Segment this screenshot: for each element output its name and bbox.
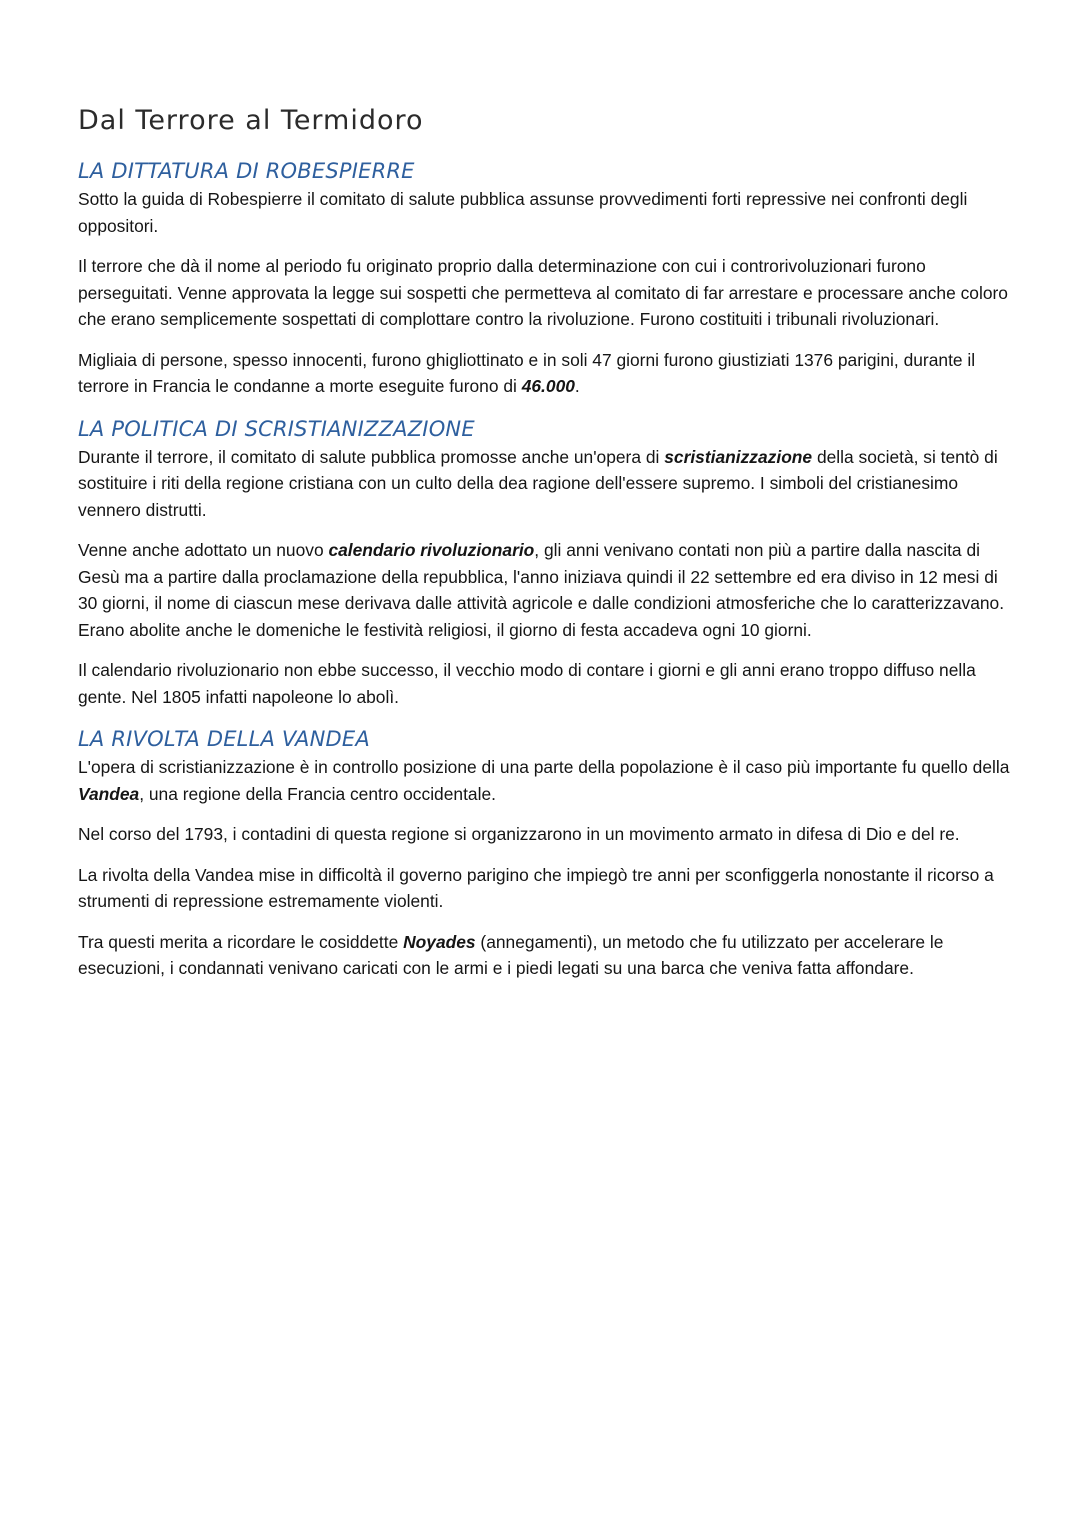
page-title: Dal Terrore al Termidoro [78,105,424,136]
document-section [78,724,1018,982]
text-run: Sotto la guida di Robespierre il comitato di salute pubblica assunse provvedimenti forti repressive nei confronti degli oppositori. [78,189,968,236]
document-page [78,100,1018,996]
paragraph [78,754,1018,807]
emphasized-term: calendario rivoluzionario [328,540,535,560]
emphasized-term: Noyades [403,931,476,952]
document-section [78,414,1018,711]
text-run: L'opera di scristianizzazione è in controllo posizione di una parte della popolazione è il caso più importante fu quello della [78,757,1010,777]
text-run: , una regione della Francia centro occidentale. [139,783,496,804]
text-run: Venne anche adottato un nuovo [78,540,329,560]
text-run: La rivolta della Vandea mise in difficoltà il governo parigino che impiegò tre anni per sconfiggerla nonostante il ricorso a strumenti di repressione estremamente violenti. [78,864,994,911]
text-run: Nel corso del 1793, i contadini di questa regione si organizzarono in un movimento armato in difesa di Dio e del re. [78,824,960,844]
text-run: . [574,376,580,396]
document-section [78,156,1018,400]
text-run: della società, si tentò di sostituire i riti della regione cristiana con un culto della dea ragione dell'essere supremo. I simboli del cristianesimo vennero distrutti. [78,446,998,520]
paragraph [78,821,1018,848]
emphasized-term: 46.000 [521,376,575,396]
paragraph [78,929,1018,982]
paragraph [78,444,1018,524]
emphasized-term: scristianizzazione [664,446,813,467]
paragraph [78,537,1018,643]
section-heading: LA POLITICA DI SCRISTIANIZZAZIONE [78,416,475,441]
paragraph [78,657,1018,710]
paragraph [78,253,1018,333]
paragraph [78,347,1018,400]
document-body [78,156,1018,982]
paragraph [78,862,1018,915]
text-run: Il calendario rivoluzionario non ebbe successo, il vecchio modo di contare i giorni e gli anni erano troppo diffuso nella gente. Nel 1805 infatti napoleone lo abolì. [78,660,976,707]
text-run: Durante il terrore, il comitato di salute pubblica promosse anche un'opera di [78,446,665,467]
paragraph [78,186,1018,239]
section-heading: LA RIVOLTA DELLA VANDEA [78,727,370,751]
emphasized-term: Vandea [78,783,140,804]
text-run: Migliaia di persone, spesso innocenti, furono ghigliottinato e in soli 47 giorni furono giustiziati 1376 parigini, durante il terrore in Francia le condanne a morte eseguite furono di [78,349,976,396]
text-run: Tra questi merita a ricordare le cosiddette [78,931,404,952]
text-run: Il terrore che dà il nome al periodo fu originato proprio dalla determinazione con cui i controrivoluzionari furono perseguitati. Venne approvata la legge sui sospetti che permetteva al comitato di far arrestare e processare anche coloro che erano semplicemente sospettati di complottare contro la rivoluzione. Furono costituiti i tribunali rivoluzionari. [78,256,1008,329]
text-run: (annegamenti), un metodo che fu utilizzato per accelerare le esecuzioni, i condannati venivano caricati con le armi e i piedi legati su una barca che veniva fatta affondare. [78,931,944,978]
section-heading: LA DITTATURA DI ROBESPIERRE [78,159,415,183]
text-run: , gli anni venivano contati non più a partire dalla nascita di Gesù ma a partire dalla proclamazione della repubblica, l'anno iniziava quindi il 22 settembre ed era diviso in 12 mesi di 30 giorni, il nome di ciascun mese derivava dalle attività agricole e dalle condizioni atmosferiche che lo caratterizzavano. Erano abolite anche le domeniche le festività religiosi, il giorno di festa accadeva ogni 10 giorni. [78,540,1005,640]
